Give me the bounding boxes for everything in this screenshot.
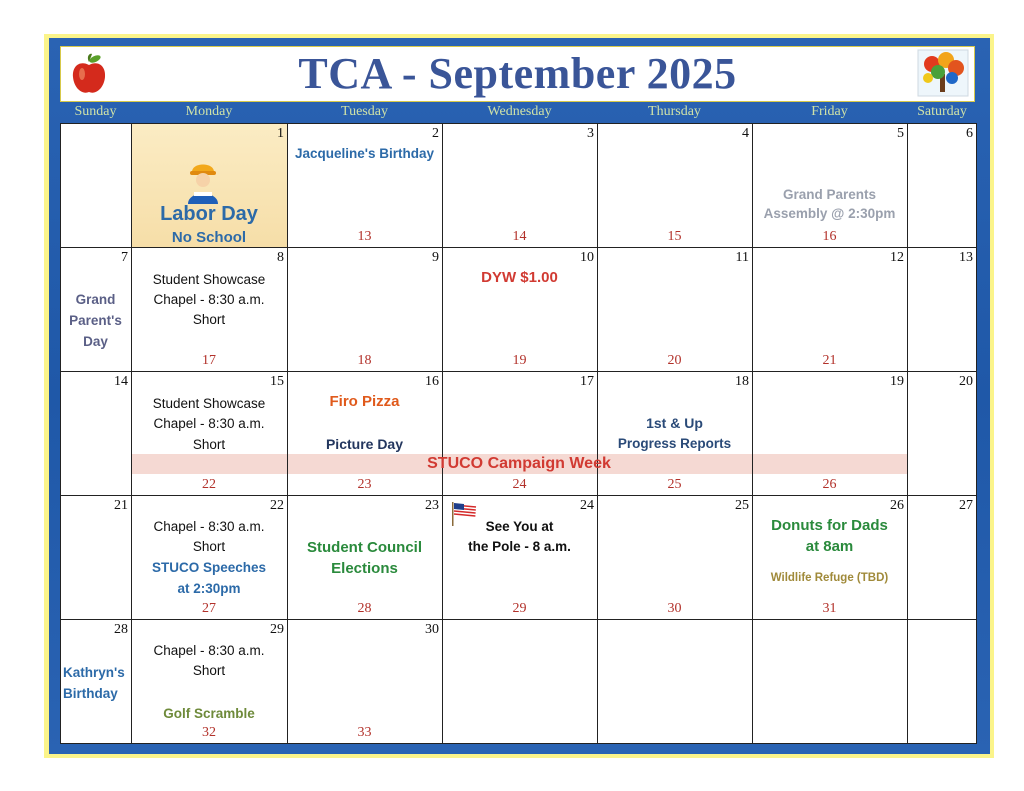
rotation-day-number: 33 [357,725,372,740]
donuts-for-dads: Donuts for Dads [771,517,888,534]
date-number: 24 [580,498,594,513]
date-number: 20 [959,374,973,389]
stuco-campaign-week: STUCO Campaign Week [427,455,611,472]
date-number: 8 [277,250,284,265]
date-number: 10 [580,250,594,265]
date-number: 11 [735,250,749,265]
rotation-day-number: 16 [822,229,837,244]
day-name-thursday: Thursday [648,104,701,119]
grid-line [60,123,977,124]
date-number: 14 [114,374,128,389]
grid-line [60,371,977,372]
grid-line [907,123,908,744]
firo-pizza: Firo Pizza [329,393,400,410]
date-number: 27 [959,498,973,513]
day-name-monday: Monday [185,104,233,119]
student-council: Student Council [307,539,422,556]
wildlife-refuge: Wildlife Refuge (TBD) [770,572,889,584]
date-number: 16 [425,374,439,389]
date-number: 4 [742,126,749,141]
day-name-friday: Friday [811,104,848,119]
grid-line [60,743,977,744]
rotation-day-number: 14 [512,229,527,244]
rotation-day-number: 17 [202,353,216,368]
date-number: 5 [897,126,904,141]
grid-line [60,123,61,744]
rotation-day-number: 25 [667,477,682,492]
date-number: 13 [959,250,973,265]
grid-line [60,619,977,620]
student-showcase: Student Showcase [152,272,266,287]
rotation-day-number: 23 [357,477,372,492]
day-name-wednesday: Wednesday [487,104,552,119]
rotation-day-number: 13 [357,229,372,244]
day-name-saturday: Saturday [917,104,967,119]
short-day: Short [192,663,226,678]
date-number: 17 [580,374,594,389]
page-title: TCA - September 2025 [298,49,737,98]
picture-day: Picture Day [325,436,404,452]
day-name-sunday: Sunday [74,104,117,119]
rotation-day-number: 31 [822,601,837,616]
date-number: 25 [735,498,749,513]
date-number: 22 [270,498,284,513]
date-number: 19 [890,374,904,389]
tree-icon [916,48,970,98]
dyw-label: DYW $1.00 [481,269,558,286]
rotation-day-number: 30 [667,601,682,616]
golf-scramble: Golf Scramble [163,706,255,721]
first-and-up: 1st & Up [646,415,703,431]
rotation-day-number: 28 [357,601,372,616]
date-number: 26 [890,498,904,513]
rotation-day-number: 24 [512,477,527,492]
short-day: Short [192,539,226,554]
chapel-time: Chapel - 8:30 a.m. [153,292,265,307]
rotation-day-number: 20 [667,353,682,368]
chapel-time: Chapel - 8:30 a.m. [153,643,265,658]
short-day: Short [192,437,226,452]
date-number: 1 [277,126,284,141]
rotation-day-number: 15 [667,229,682,244]
date-number: 3 [587,126,594,141]
elections: Elections [331,560,398,577]
grand-parents-day-3: Day [83,334,108,349]
kathryn-birthday-2: Birthday [63,686,118,701]
date-number: 28 [114,622,128,637]
rotation-day-number: 32 [202,725,216,740]
date-number: 18 [735,374,749,389]
rotation-day-number: 19 [512,353,527,368]
date-number: 7 [121,250,128,265]
grand-parents-day-1: Grand [75,292,116,307]
jacqueline-birthday: Jacqueline's Birthday [294,146,434,161]
date-number: 21 [114,498,128,513]
no-school-label: No School [171,229,247,246]
chapel-time: Chapel - 8:30 a.m. [153,416,265,431]
short-day: Short [192,312,226,327]
stuco-speeches: STUCO Speeches [151,560,267,575]
chapel-time: Chapel - 8:30 a.m. [153,519,265,534]
date-number: 30 [425,622,439,637]
student-showcase: Student Showcase [152,396,266,411]
rotation-day-number: 26 [822,477,837,492]
see-you-at-pole-2: the Pole - 8 a.m. [468,539,571,554]
kathryn-birthday-1: Kathryn's [63,665,125,680]
grand-parents-day-2: Parent's [69,313,122,328]
day-name-tuesday: Tuesday [341,104,388,119]
date-number: 15 [270,374,284,389]
date-number: 12 [890,250,904,265]
rotation-day-number: 21 [822,353,837,368]
progress-reports: Progress Reports [617,436,732,451]
date-number: 23 [425,498,439,513]
labor-day-label: Labor Day [160,203,258,225]
stuco-speeches-time: at 2:30pm [177,581,241,596]
date-number: 9 [432,250,439,265]
date-number: 29 [270,622,284,637]
apple-icon [70,52,108,96]
assembly-label: Assembly @ 2:30pm [763,206,896,221]
grid-line [60,495,977,496]
date-number: 2 [432,126,439,141]
rotation-day-number: 18 [357,353,372,368]
rotation-day-number: 29 [512,601,527,616]
worker-icon [184,158,222,204]
grid-line [976,123,977,744]
grand-parents-label: Grand Parents [782,187,877,202]
donuts-time: at 8am [805,538,854,555]
see-you-at-pole-1: See You at [485,519,554,534]
rotation-day-number: 27 [202,601,216,616]
date-number: 6 [966,126,973,141]
grid-line [442,123,443,744]
rotation-day-number: 22 [202,477,216,492]
